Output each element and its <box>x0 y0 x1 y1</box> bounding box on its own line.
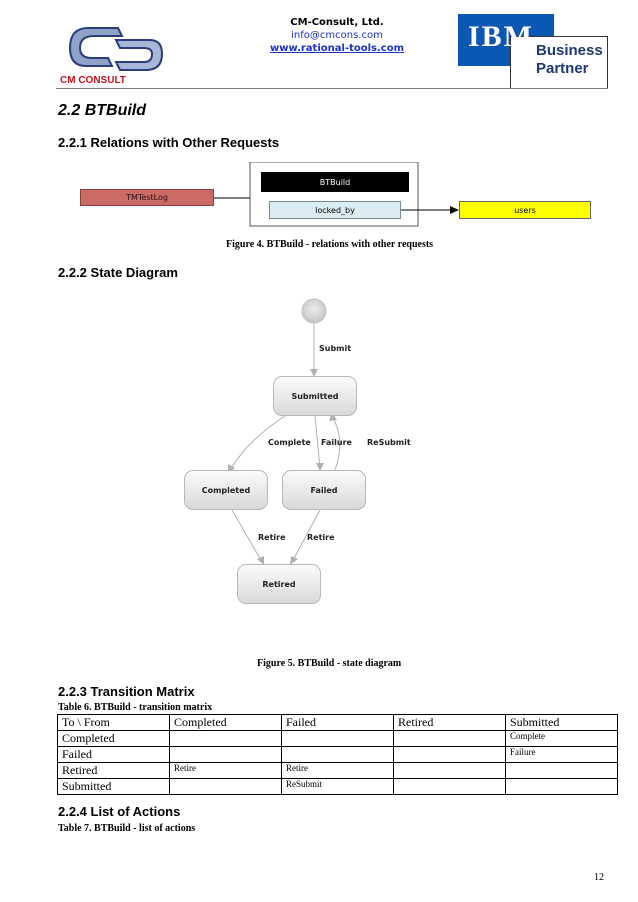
table-header-cell: Submitted <box>506 715 618 731</box>
state-diagram <box>170 290 430 620</box>
partner-text: Partner <box>536 60 589 77</box>
table-row <box>58 779 618 795</box>
tmtestlog-node: TMTestLog <box>80 189 214 206</box>
table-row <box>58 731 618 747</box>
state-submitted: Submitted <box>273 376 357 416</box>
page-number: 12 <box>594 872 604 883</box>
table-6-caption: Table 6. BTBuild - transition matrix <box>58 702 213 713</box>
company-name: CM-Consult, Ltd. <box>290 17 384 28</box>
table-cell <box>394 779 506 795</box>
table-cell <box>394 747 506 763</box>
transition-resubmit-label: ReSubmit <box>367 438 411 447</box>
table-cell <box>170 731 282 747</box>
transition-submit-label: Submit <box>319 344 352 353</box>
header-divider <box>56 88 608 89</box>
email-link[interactable]: info@cmcons.com <box>291 30 383 41</box>
transition-retire-label: Retire <box>258 533 286 542</box>
state-failed: Failed <box>282 470 366 510</box>
cm-consult-logo <box>58 18 170 88</box>
actions-heading: 2.2.4 List of Actions <box>58 804 181 819</box>
ibm-text: IBM <box>468 20 534 53</box>
table-cell: ReSubmit <box>282 779 394 795</box>
table-header-cell: Completed <box>170 715 282 731</box>
table-row-label: Submitted <box>58 779 170 795</box>
relations-heading: 2.2.1 Relations with Other Requests <box>58 135 280 150</box>
figure-4-caption: Figure 4. BTBuild - relations with other requests <box>226 239 434 250</box>
table-cell <box>394 731 506 747</box>
ibm-business-partner-logo <box>458 14 608 89</box>
table-cell <box>170 779 282 795</box>
business-text: Business <box>536 42 603 59</box>
state-completed: Completed <box>184 470 268 510</box>
table-header-cell: Failed <box>282 715 394 731</box>
table-cell <box>282 731 394 747</box>
table-cell <box>506 763 618 779</box>
table-row <box>58 747 618 763</box>
transition-matrix-heading: 2.2.3 Transition Matrix <box>58 684 195 699</box>
table-header-row <box>58 715 618 731</box>
table-header-cell: Retired <box>394 715 506 731</box>
table-row-label: Failed <box>58 747 170 763</box>
users-node: users <box>459 201 591 219</box>
state-diagram-heading: 2.2.2 State Diagram <box>58 265 178 280</box>
table-cell: Failure <box>506 747 618 763</box>
table-cell: Retire <box>170 763 282 779</box>
table-row-label: Completed <box>58 731 170 747</box>
table-cell <box>506 779 618 795</box>
transition-matrix-table <box>57 714 618 795</box>
section-title: 2.2 BTBuild <box>58 102 147 119</box>
table-cell: Retire <box>282 763 394 779</box>
table-row <box>58 763 618 779</box>
table-header-cell: To \ From <box>58 715 170 731</box>
state-retired: Retired <box>237 564 321 604</box>
figure-5-caption: Figure 5. BTBuild - state diagram <box>257 658 402 669</box>
locked-by-field: locked_by <box>269 201 401 219</box>
logo-text: CM CONSULT <box>60 75 126 86</box>
btbuild-node: BTBuild <box>261 172 409 192</box>
table-7-caption: Table 7. BTBuild - list of actions <box>58 823 196 834</box>
table-row-label: Retired <box>58 763 170 779</box>
table-cell <box>170 747 282 763</box>
table-cell <box>282 747 394 763</box>
transition-failure-label: Failure <box>321 438 352 447</box>
transition-complete-label: Complete <box>268 438 311 447</box>
table-cell <box>394 763 506 779</box>
relations-diagram <box>76 162 596 232</box>
table-cell: Complete <box>506 731 618 747</box>
transition-retire-label: Retire <box>307 533 335 542</box>
website-link[interactable]: www.rational-tools.com <box>270 43 404 54</box>
